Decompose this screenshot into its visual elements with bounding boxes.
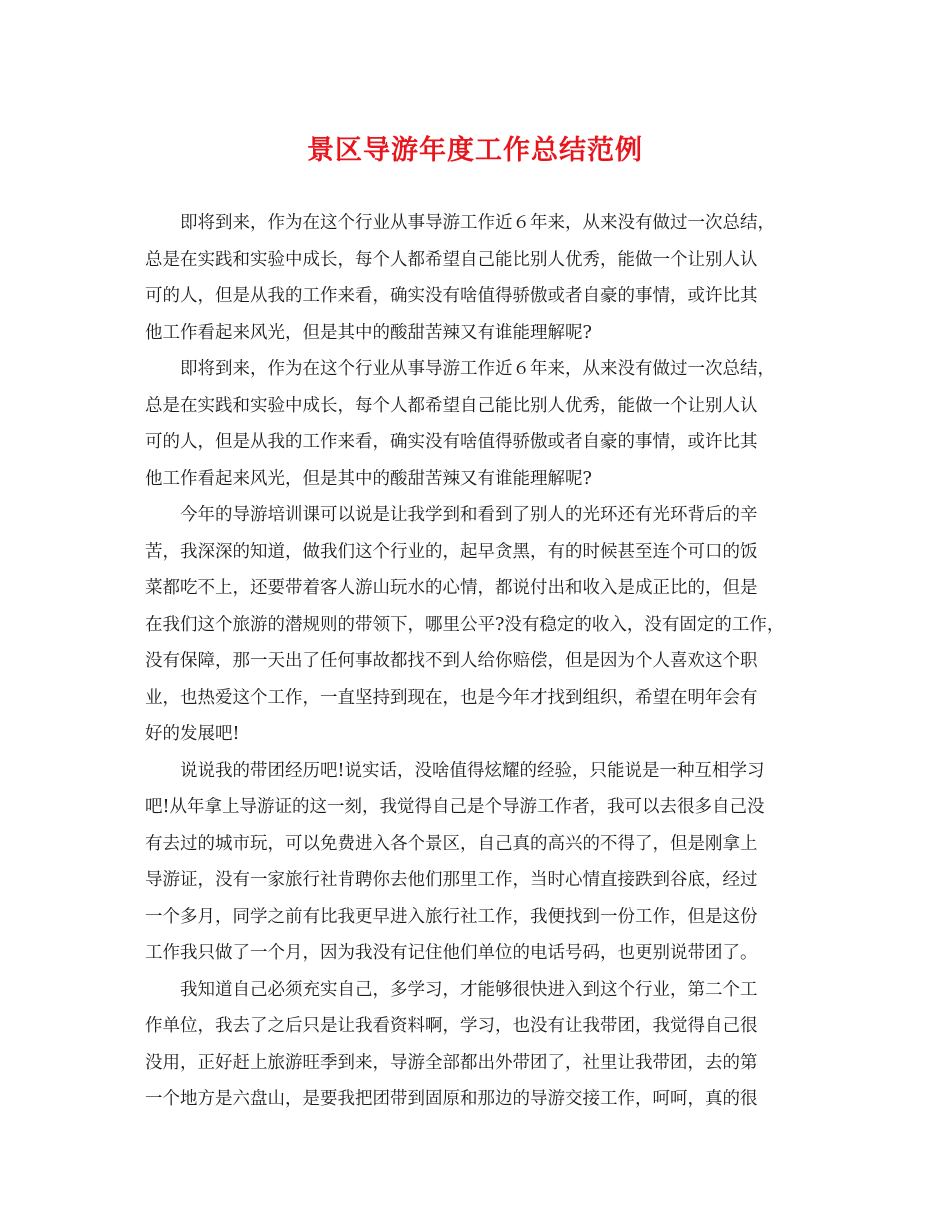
text-line: 苦，我深深的知道，做我们这个行业的，起早贪黑，有的时候甚至连个可口的饭 — [145, 541, 758, 562]
paragraph-4 — [145, 753, 825, 972]
text-line: 他工作看起来风光，但是其中的酸甜苦辣又有谁能理解呢? — [145, 468, 592, 489]
text-line: 菜都吃不上，还要带着客人游山玩水的心情，都说付出和收入是成正比的，但是 — [145, 578, 758, 598]
text-line: 作单位，我去了之后只是让我看资料啊，学习，也没有让我带团，我觉得自己很 — [145, 1016, 758, 1036]
text-line: 没用，正好赶上旅游旺季到来，导游全部都出外带团了，社里让我带团，去的第 — [145, 1052, 758, 1073]
text-line: 工作我只做了一个月，因为我没有记住他们单位的电话号码，也更别说带团了。 — [145, 943, 758, 963]
text-line: 可的人，但是从我的工作来看，确实没有啥值得骄傲或者自豪的事情，或许比其 — [145, 432, 758, 452]
text-line: 即将到来，作为在这个行业从事导游工作近６年来，从来没有做过一次总结， — [180, 359, 775, 379]
text-line: 好的发展吧! — [145, 724, 240, 744]
text-line: 导游证，没有一家旅行社肯聘你去他们那里工作，当时心情直接跌到谷底，经过 — [145, 870, 758, 890]
text-line: 我知道自己必须充实自己，多学习，才能够很快进入到这个行业，第二个工 — [180, 979, 758, 1000]
text-line: 在我们这个旅游的潜规则的带领下，哪里公平?没有稳定的收入，没有固定的工作， — [145, 614, 785, 635]
text-line: 他工作看起来风光，但是其中的酸甜苦辣又有谁能理解呢? — [145, 322, 592, 343]
text-line: 没有保障，那一天出了任何事故都找不到人给你赔偿，但是因为个人喜欢这个职 — [145, 651, 758, 671]
document-title: 景区导游年度工作总结范例 — [307, 135, 643, 166]
paragraph-3 — [145, 497, 825, 753]
paragraph-5 — [145, 972, 825, 1118]
text-line: 总是在实践和实验中成长，每个人都希望自己能比别人优秀，能做一个让别人认 — [145, 249, 758, 270]
text-line: 总是在实践和实验中成长，每个人都希望自己能比别人优秀，能做一个让别人认 — [145, 395, 758, 416]
document-body — [145, 205, 825, 1118]
text-line: 即将到来，作为在这个行业从事导游工作近６年来，从来没有做过一次总结， — [180, 213, 775, 233]
paragraph-2 — [145, 351, 825, 497]
text-line: 一个多月，同学之前有比我更早进入旅行社工作，我便找到一份工作，但是这份 — [145, 906, 758, 927]
text-line: 一个地方是六盘山，是要我把团带到固原和那边的导游交接工作，呵呵，真的很 — [145, 1089, 758, 1109]
text-line: 今年的导游培训课可以说是让我学到和看到了别人的光环还有光环背后的辛 — [180, 505, 758, 525]
text-line: 吧!从年拿上导游证的这一刻，我觉得自己是个导游工作者，我可以去很多自己没 — [145, 797, 765, 817]
text-line: 业，也热爱这个工作，一直坚持到现在，也是今年才找到组织，希望在明年会有 — [145, 687, 758, 708]
paragraph-1 — [145, 205, 825, 351]
text-line: 说说我的带团经历吧!说实话，没啥值得炫耀的经验，只能说是一种互相学习 — [180, 760, 765, 781]
text-line: 可的人，但是从我的工作来看，确实没有啥值得骄傲或者自豪的事情，或许比其 — [145, 286, 758, 306]
text-line: 有去过的城市玩，可以免费进入各个景区，自己真的高兴的不得了，但是刚拿上 — [145, 833, 758, 854]
